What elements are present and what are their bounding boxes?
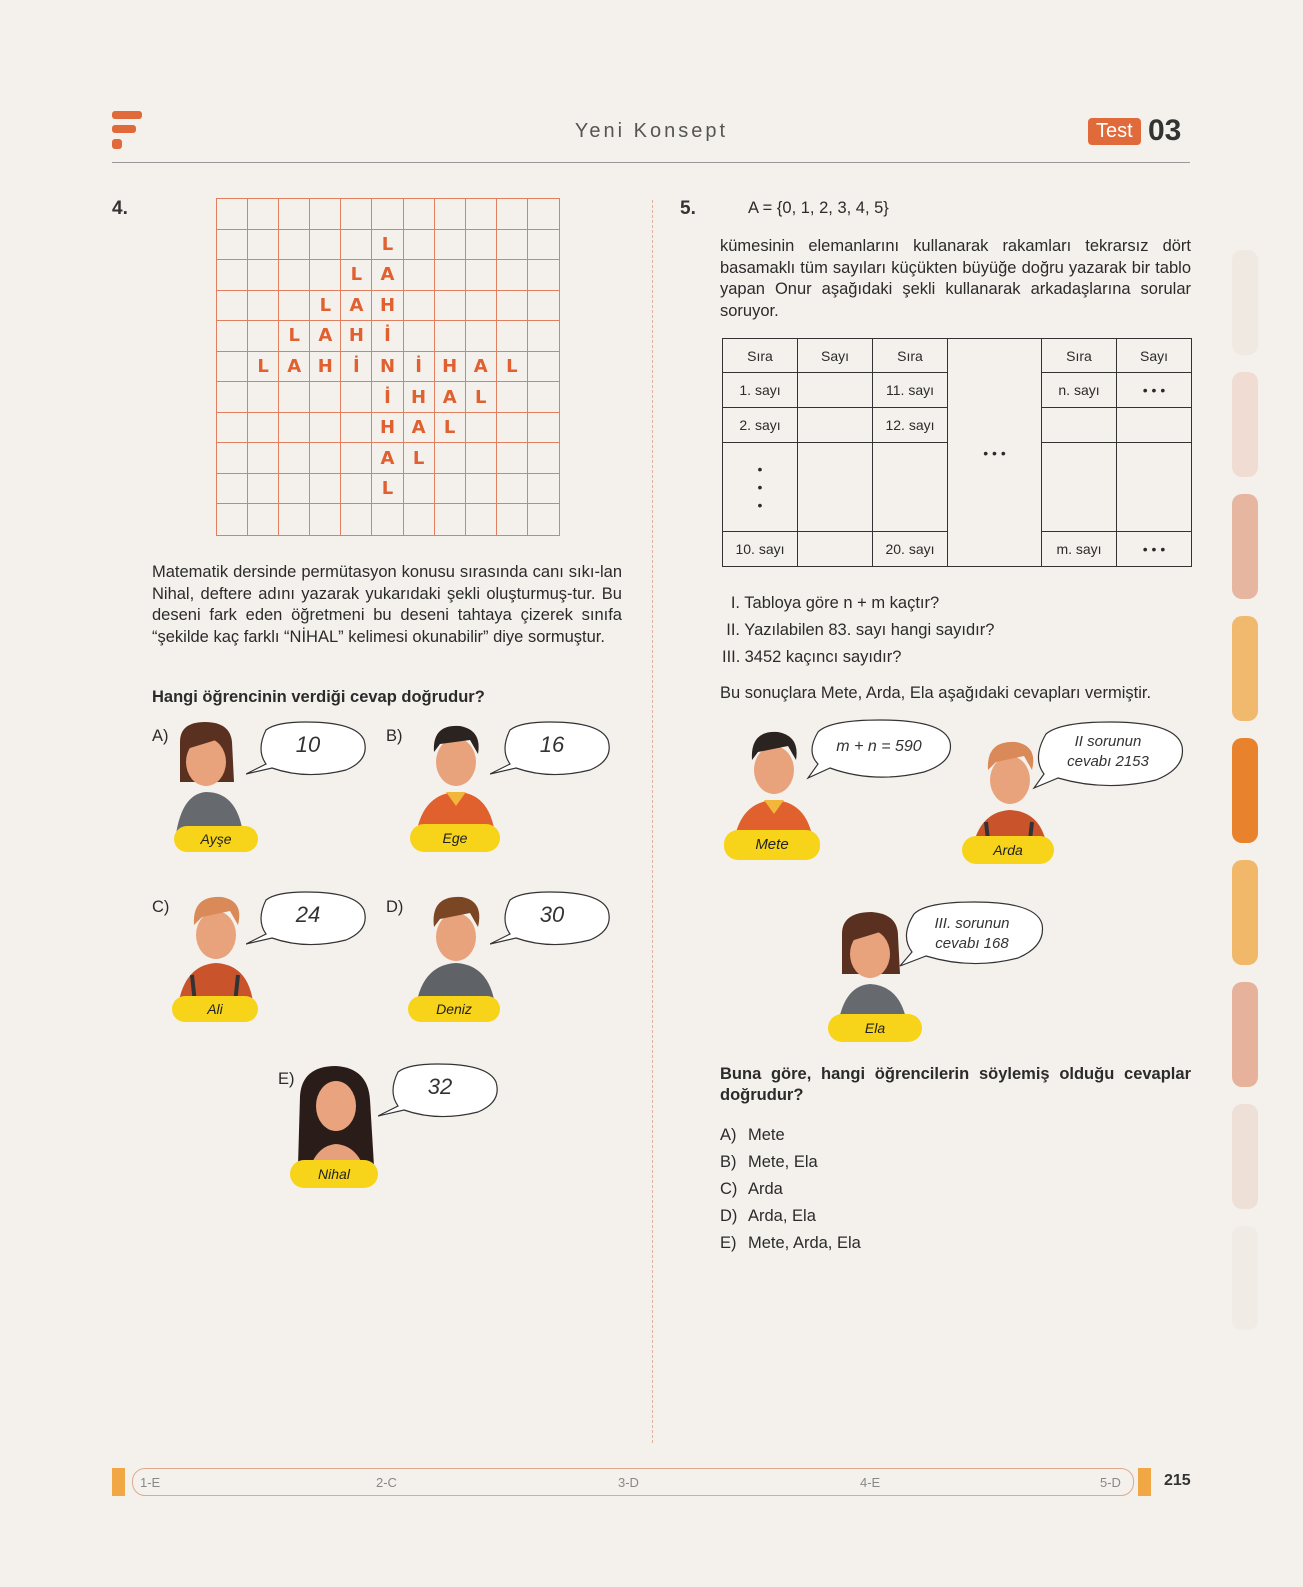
grid-cell (528, 474, 559, 505)
table-cell: • • • (1117, 373, 1192, 408)
grid-cell (341, 474, 372, 505)
grid-cell (404, 199, 435, 230)
grid-cell: L (404, 443, 435, 474)
grid-cell: L (497, 352, 528, 383)
table-header: Sıra (723, 339, 798, 373)
answer-key-3: 3-D (618, 1475, 639, 1490)
grid-cell: İ (372, 321, 403, 352)
grid-cell: A (466, 352, 497, 383)
grid-cell: H (341, 321, 372, 352)
grid-cell (310, 504, 341, 535)
grid-cell (217, 199, 248, 230)
question-4-text: Matematik dersinde permütasyon konusu sırasında canı sıkı-lan Nihal, deftere adını yazarak yukarıdaki şekli oluşturmuş-tur. Bu deseni fark eden öğretmeni bu deseni tahtaya çizerek sınıfa “şekilde kaç farklı “NİHAL” kelimesi okunabilir” diye sormuştur. (152, 563, 622, 646)
grid-cell (404, 291, 435, 322)
grid-cell (217, 260, 248, 291)
q4-option-b-answer: 16 (539, 732, 565, 757)
grid-cell (435, 474, 466, 505)
question-4-prompt: Hangi öğrencinin verdiği cevap doğrudur? (152, 688, 485, 706)
table-cell: 11. sayı (873, 373, 948, 408)
grid-cell (528, 443, 559, 474)
grid-cell (435, 230, 466, 261)
student-mete-name: Mete (724, 830, 820, 860)
grid-cell (497, 474, 528, 505)
grid-cell (466, 504, 497, 535)
table-cell (798, 373, 873, 408)
table-cell: n. sayı (1042, 373, 1117, 408)
grid-cell (466, 199, 497, 230)
grid-cell (217, 321, 248, 352)
grid-cell (279, 199, 310, 230)
q4-option-d-letter[interactable]: D) (386, 898, 404, 916)
grid-cell (497, 504, 528, 535)
student-arda-name: Arda (962, 836, 1054, 864)
grid-cell: L (372, 230, 403, 261)
grid-cell (217, 352, 248, 383)
grid-cell: H (372, 291, 403, 322)
grid-cell (341, 504, 372, 535)
q4-option-a-letter[interactable]: A) (152, 727, 169, 745)
q4-option-c-bubble (246, 890, 370, 952)
grid-cell (528, 291, 559, 322)
grid-cell (435, 321, 466, 352)
grid-cell (217, 443, 248, 474)
sub-question-2: II. Yazılabilen 83. sayı hangi sayıdır? (726, 621, 995, 639)
grid-cell (466, 230, 497, 261)
grid-cell (248, 321, 279, 352)
table-header: Sayı (1117, 339, 1192, 373)
grid-cell (310, 474, 341, 505)
results-intro: Bu sonuçlara Mete, Arda, Ela aşağıdaki cevapları vermiştir. (720, 684, 1152, 702)
student-ayse-name: Ayşe (174, 826, 258, 852)
arda-answer: II sorunun cevabı 2153 (1067, 733, 1149, 770)
grid-cell (279, 504, 310, 535)
side-tabs (1232, 250, 1262, 1330)
grid-cell (217, 474, 248, 505)
test-number: 03 (1148, 114, 1182, 147)
footer-left-marker (112, 1468, 125, 1496)
grid-cell (435, 260, 466, 291)
q4-option-a-bubble (246, 720, 370, 782)
table-cell (1117, 408, 1192, 443)
grid-cell (466, 291, 497, 322)
grid-cell (341, 199, 372, 230)
student-ela-name: Ela (828, 1014, 922, 1042)
grid-cell (404, 260, 435, 291)
q4-option-b-letter[interactable]: B) (386, 727, 403, 745)
table-cell: • • • (1117, 531, 1192, 566)
q4-option-e-bubble (378, 1062, 502, 1124)
grid-cell (528, 230, 559, 261)
footer-right-marker (1138, 1468, 1151, 1496)
grid-cell: L (341, 260, 372, 291)
test-badge: Test (1088, 118, 1141, 145)
table-cell (798, 443, 873, 531)
grid-cell (528, 504, 559, 535)
question-5-intro: kümesinin elemanlarını kullanarak rakamları tekrarsız dört basamaklı tüm sayıları küçükten büyüğe doğru yazarak bir tablo yapan Onur aşağıdaki şekli kullanarak arkadaşlarına sorular soruyor. (720, 237, 1191, 320)
grid-cell (435, 199, 466, 230)
grid-cell (310, 199, 341, 230)
grid-cell (497, 382, 528, 413)
answer-key-5: 5-D (1100, 1475, 1121, 1490)
question-4-number: 4. (112, 198, 128, 219)
answer-key-4: 4-E (860, 1475, 881, 1490)
grid-cell (528, 413, 559, 444)
table-cell: 12. sayı (873, 408, 948, 443)
q4-option-e-answer: 32 (427, 1074, 453, 1099)
grid-cell (341, 443, 372, 474)
sub-question-1: I. Tabloya göre n + m kaçtır? (730, 594, 940, 612)
mete-speech-bubble (804, 718, 954, 782)
grid-cell (248, 230, 279, 261)
grid-cell: A (372, 260, 403, 291)
q4-option-c-answer: 24 (295, 902, 321, 927)
question-5-number: 5. (680, 198, 696, 219)
grid-cell (310, 260, 341, 291)
grid-cell (466, 413, 497, 444)
grid-cell (248, 199, 279, 230)
grid-cell (404, 474, 435, 505)
table-cell (1042, 443, 1117, 531)
q4-option-d-answer: 30 (539, 902, 565, 927)
table-cell: 10. sayı (723, 531, 798, 566)
table-vertical-dots: • • • (723, 443, 798, 531)
table-cell: 20. sayı (873, 531, 948, 566)
grid-cell (497, 413, 528, 444)
grid-cell: H (372, 413, 403, 444)
grid-cell (248, 413, 279, 444)
grid-cell: L (435, 413, 466, 444)
grid-cell: N (372, 352, 403, 383)
header-divider (112, 162, 1190, 163)
grid-cell (248, 504, 279, 535)
grid-cell: A (435, 382, 466, 413)
grid-cell (248, 382, 279, 413)
table-cell: 1. sayı (723, 373, 798, 408)
grid-cell (310, 443, 341, 474)
q4-option-b-bubble (490, 720, 614, 782)
q4-option-d-bubble (490, 890, 614, 952)
grid-cell: A (341, 291, 372, 322)
q4-option-e-letter[interactable]: E) (278, 1070, 295, 1088)
nihal-letter-grid (216, 198, 560, 536)
grid-cell (248, 474, 279, 505)
table-header: Sıra (1042, 339, 1117, 373)
grid-cell (279, 260, 310, 291)
grid-cell (497, 260, 528, 291)
grid-cell: A (310, 321, 341, 352)
grid-cell (217, 291, 248, 322)
grid-cell (497, 199, 528, 230)
grid-cell (435, 443, 466, 474)
student-ege-name: Ege (410, 824, 500, 852)
q5-option-d[interactable]: D) Arda, Ela (720, 1207, 816, 1225)
grid-cell (341, 382, 372, 413)
grid-cell: L (310, 291, 341, 322)
set-definition: A = {0, 1, 2, 3, 4, 5} (748, 199, 889, 217)
grid-cell (217, 230, 248, 261)
grid-cell (528, 199, 559, 230)
answer-key-1: 1-E (140, 1475, 161, 1490)
grid-cell: L (466, 382, 497, 413)
grid-cell (435, 291, 466, 322)
grid-cell (279, 230, 310, 261)
grid-cell (279, 474, 310, 505)
table-cell: 2. sayı (723, 408, 798, 443)
sub-questions (722, 590, 994, 671)
grid-cell (435, 504, 466, 535)
answer-key-2: 2-C (376, 1475, 397, 1490)
grid-cell: İ (404, 352, 435, 383)
question-5-prompt: Buna göre, hangi öğrencilerin söylemiş olduğu cevaplar doğrudur? (720, 1065, 1191, 1104)
grid-cell (466, 443, 497, 474)
grid-cell (466, 321, 497, 352)
grid-cell (528, 321, 559, 352)
grid-cell: İ (372, 382, 403, 413)
grid-cell: L (372, 474, 403, 505)
student-ali-name: Ali (172, 996, 258, 1022)
grid-cell (404, 230, 435, 261)
sub-question-3: III. 3452 kaçıncı sayıdır? (722, 648, 902, 666)
grid-cell: İ (341, 352, 372, 383)
table-header: Sayı (798, 339, 873, 373)
number-sequence-table (722, 338, 1192, 567)
page-number: 215 (1164, 1472, 1191, 1489)
grid-cell (248, 260, 279, 291)
grid-cell (279, 291, 310, 322)
table-cell (873, 443, 948, 531)
column-divider (652, 200, 653, 1443)
table-header: Sıra (873, 339, 948, 373)
q5-option-b[interactable]: B) Mete, Ela (720, 1153, 818, 1171)
student-deniz-name: Deniz (408, 996, 500, 1022)
grid-cell: H (435, 352, 466, 383)
student-nihal-name: Nihal (290, 1160, 378, 1188)
table-gap-dots: • • • (948, 339, 1042, 567)
grid-cell (279, 413, 310, 444)
table-cell (1117, 443, 1192, 531)
grid-cell (497, 321, 528, 352)
q5-options (720, 1122, 861, 1257)
grid-cell (497, 443, 528, 474)
grid-cell: H (310, 352, 341, 383)
grid-cell: A (279, 352, 310, 383)
grid-cell (466, 474, 497, 505)
table-cell (798, 408, 873, 443)
grid-cell (341, 413, 372, 444)
q5-option-a[interactable]: A) Mete (720, 1126, 785, 1144)
grid-cell (217, 382, 248, 413)
table-cell (1042, 408, 1117, 443)
grid-cell: A (404, 413, 435, 444)
grid-cell: L (248, 352, 279, 383)
mete-answer: m + n = 590 (836, 738, 922, 755)
book-title: Yeni Konsept (574, 120, 729, 142)
grid-cell (279, 382, 310, 413)
table-cell (798, 531, 873, 566)
grid-cell (404, 504, 435, 535)
grid-cell (217, 413, 248, 444)
grid-cell: L (279, 321, 310, 352)
q4-option-a-answer: 10 (295, 732, 321, 757)
q5-option-c[interactable]: C) Arda (720, 1180, 783, 1198)
grid-cell (466, 260, 497, 291)
grid-cell (248, 443, 279, 474)
grid-cell (404, 321, 435, 352)
grid-cell (372, 199, 403, 230)
grid-cell (528, 260, 559, 291)
q4-option-c-letter[interactable]: C) (152, 898, 170, 916)
grid-cell (528, 382, 559, 413)
grid-cell (372, 504, 403, 535)
grid-cell (248, 291, 279, 322)
grid-cell (497, 230, 528, 261)
grid-cell (310, 230, 341, 261)
grid-cell (497, 291, 528, 322)
arda-speech-bubble (1030, 720, 1186, 792)
ela-answer: III. sorunun cevabı 168 (934, 915, 1010, 952)
grid-cell (341, 230, 372, 261)
grid-cell (310, 413, 341, 444)
grid-cell (528, 352, 559, 383)
grid-cell: A (372, 443, 403, 474)
ela-speech-bubble (898, 900, 1046, 970)
grid-cell: H (404, 382, 435, 413)
table-cell: m. sayı (1042, 531, 1117, 566)
grid-cell (217, 504, 248, 535)
q5-option-e[interactable]: E) Mete, Arda, Ela (720, 1234, 861, 1252)
grid-cell (279, 443, 310, 474)
grid-cell (310, 382, 341, 413)
